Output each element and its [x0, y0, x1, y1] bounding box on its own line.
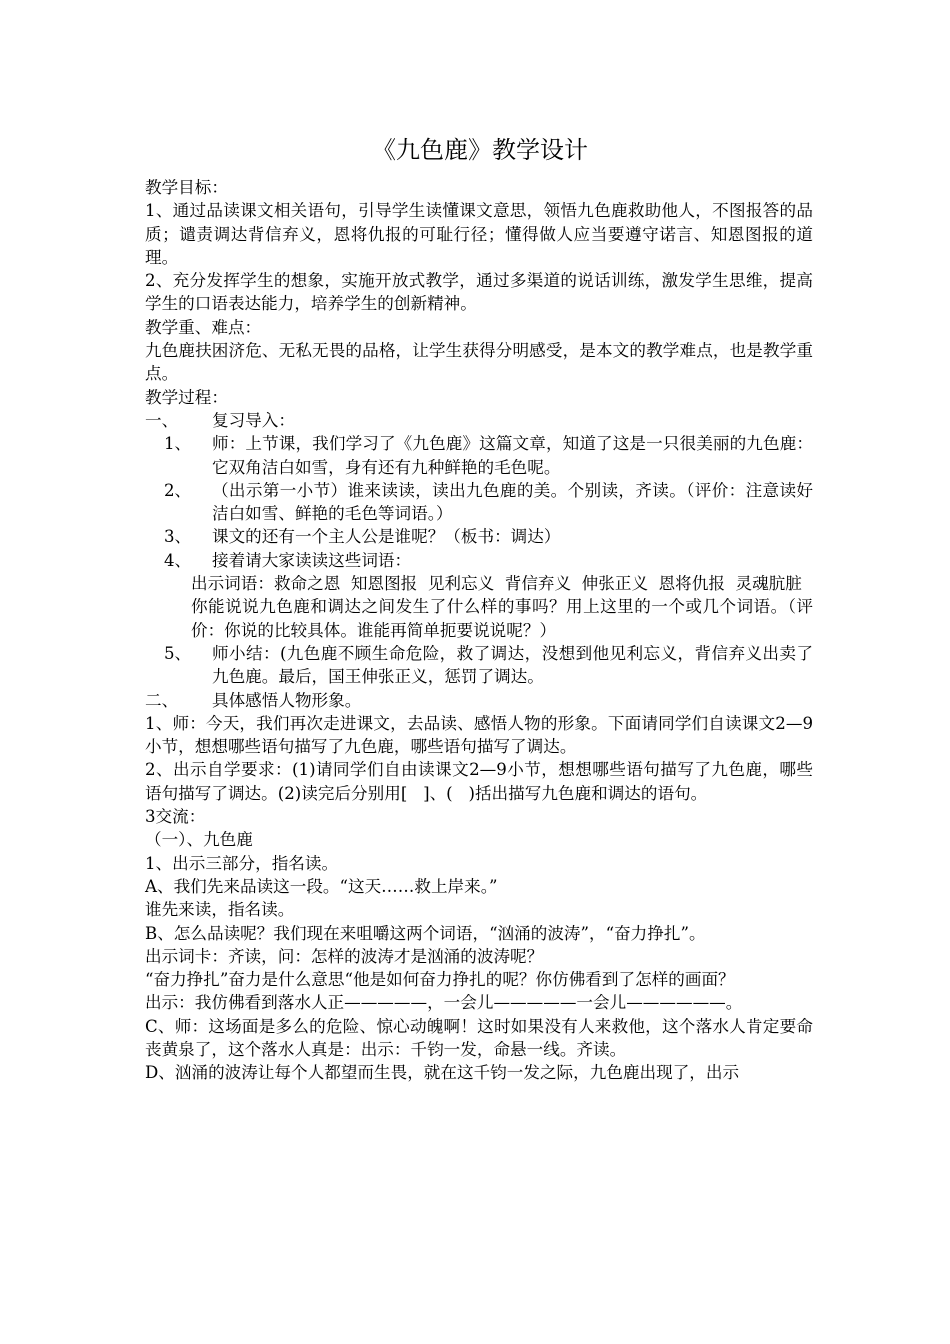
- list-item-marker: 3、: [164, 527, 192, 547]
- list-item-content: 师小结：(九色鹿不顾生命危险，救了调达，没想到他见利忘义，背信弃义出卖了九色鹿。最后，国王伸张正义，惩罚了调达。: [212, 643, 813, 687]
- section-1-label: 复习导入：: [212, 410, 295, 430]
- section-1-marker: 一、: [145, 410, 179, 430]
- paragraph: 3交流：: [145, 807, 206, 827]
- list-item-text: [191, 432, 813, 479]
- paragraph: A、我们先来品读这一段。“这天……救上岸来。”: [145, 876, 498, 896]
- section-2-heading: [145, 689, 813, 712]
- section-2-label: 具体感悟人物形象。: [212, 690, 362, 710]
- list-item: [145, 479, 813, 526]
- list-item-text: [191, 549, 813, 572]
- list-item-content: （出示第一小节）谁来读读，读出九色鹿的美。个别读，齐读。（评价：注意读好洁白如雪、鲜艳的毛色等词语。）: [212, 480, 813, 524]
- paragraph: 2、出示自学要求：(1)请同学们自由读课文2—9小节，想想哪些语句描写了九色鹿，哪些语句描写了调达。(2)读完后分别用[ ]、( )括出描写九色鹿和调达的语句。: [145, 760, 813, 803]
- vocabulary-question: 你能说说九色鹿和调达之间发生了什么样的事吗？用上这里的一个或几个词语。（评价：你说的比较具体。谁能再简单扼要说说呢？）: [191, 597, 813, 640]
- paragraph: （一）、九色鹿: [145, 830, 253, 850]
- paragraph: 1、师：今天，我们再次走进课文，去品读、感悟人物的形象。下面请同学们自读课文2—9小节，想想哪些语句描写了九色鹿，哪些语句描写了调达。: [145, 713, 813, 757]
- list-item: [145, 432, 813, 479]
- list-item-text: [191, 642, 813, 689]
- paragraph: “奋力挣扎”奋力是什么意思“他是如何奋力挣扎的呢？你仿佛看到了怎样的画面？: [145, 970, 735, 990]
- paragraph: B、怎么品读呢？我们现在来咀嚼这两个词语，“汹涌的波涛”，“奋力挣扎”。: [145, 923, 706, 943]
- key-text: 九色鹿扶困济危、无私无畏的品格，让学生获得分明感受，是本文的教学难点，也是教学重点。: [145, 341, 813, 384]
- list-item-marker: 2、: [164, 480, 192, 500]
- goal-1: 1、通过品读课文相关语句，引导学生读懂课文意思，领悟九色鹿救助他人，不图报答的品质；谴责调达背信弃义，恩将仇报的可耻行径；懂得做人应当要遵守诺言、知恩图报的道理。: [145, 201, 813, 267]
- list-item: [145, 525, 813, 548]
- section-2-marker: 二、: [145, 690, 179, 710]
- document-title: 《九色鹿》教学设计: [372, 136, 588, 164]
- list-item: [145, 549, 813, 572]
- list-item-marker: 5、: [164, 643, 192, 663]
- paragraph: 出示词卡：齐读，问：怎样的波涛才是汹涌的波涛呢？: [145, 946, 544, 966]
- section-1-heading: [145, 409, 813, 432]
- document-body: [145, 176, 813, 1085]
- goals-heading: 教学目标：: [145, 178, 228, 197]
- list-item-content: 接着请大家读读这些词语：: [212, 550, 412, 570]
- paragraph: C、师：这场面是多么的危险、惊心动魄啊！这时如果没有人来救他，这个落水人肯定要命丧黄泉了，这个落水人真是：出示：千钧一发，命悬一线。齐读。: [145, 1016, 813, 1059]
- list-item-text: [191, 479, 813, 526]
- list-item-marker: 4、: [164, 550, 192, 570]
- paragraph: D、汹涌的波涛让每个人都望而生畏，就在这千钧一发之际，九色鹿出现了，出示: [145, 1063, 740, 1083]
- vocabulary-list: 出示词语：救命之恩 知恩图报 见利忘义 背信弃义 伸张正义 恩将仇报 灵魂肮脏: [191, 574, 802, 594]
- paragraph: 谁先来读，指名读。: [145, 900, 295, 920]
- paragraph: 出示：我仿佛看到落水人正—————，一会儿—————一会儿——————。: [145, 993, 743, 1013]
- key-heading: 教学重、难点：: [145, 317, 262, 337]
- process-heading: 教学过程：: [145, 387, 228, 407]
- list-item-content: 师：上节课，我们学习了《九色鹿》这篇文章，知道了这是一只很美丽的九色鹿：它双角洁白如雪，身有还有九种鲜艳的毛色呢。: [212, 434, 813, 477]
- list-item-text: [191, 525, 813, 548]
- list-item: [145, 642, 813, 689]
- goal-2: 2、充分发挥学生的想象，实施开放式教学，通过多渠道的说话训练，激发学生思维，提高学生的口语表达能力，培养学生的创新精神。: [145, 271, 813, 314]
- list-item-content: 课文的还有一个主人公是谁呢？（板书：调达）: [212, 527, 561, 547]
- paragraph: 1、出示三部分，指名读。: [145, 853, 339, 873]
- list-item-marker: 1、: [164, 434, 192, 454]
